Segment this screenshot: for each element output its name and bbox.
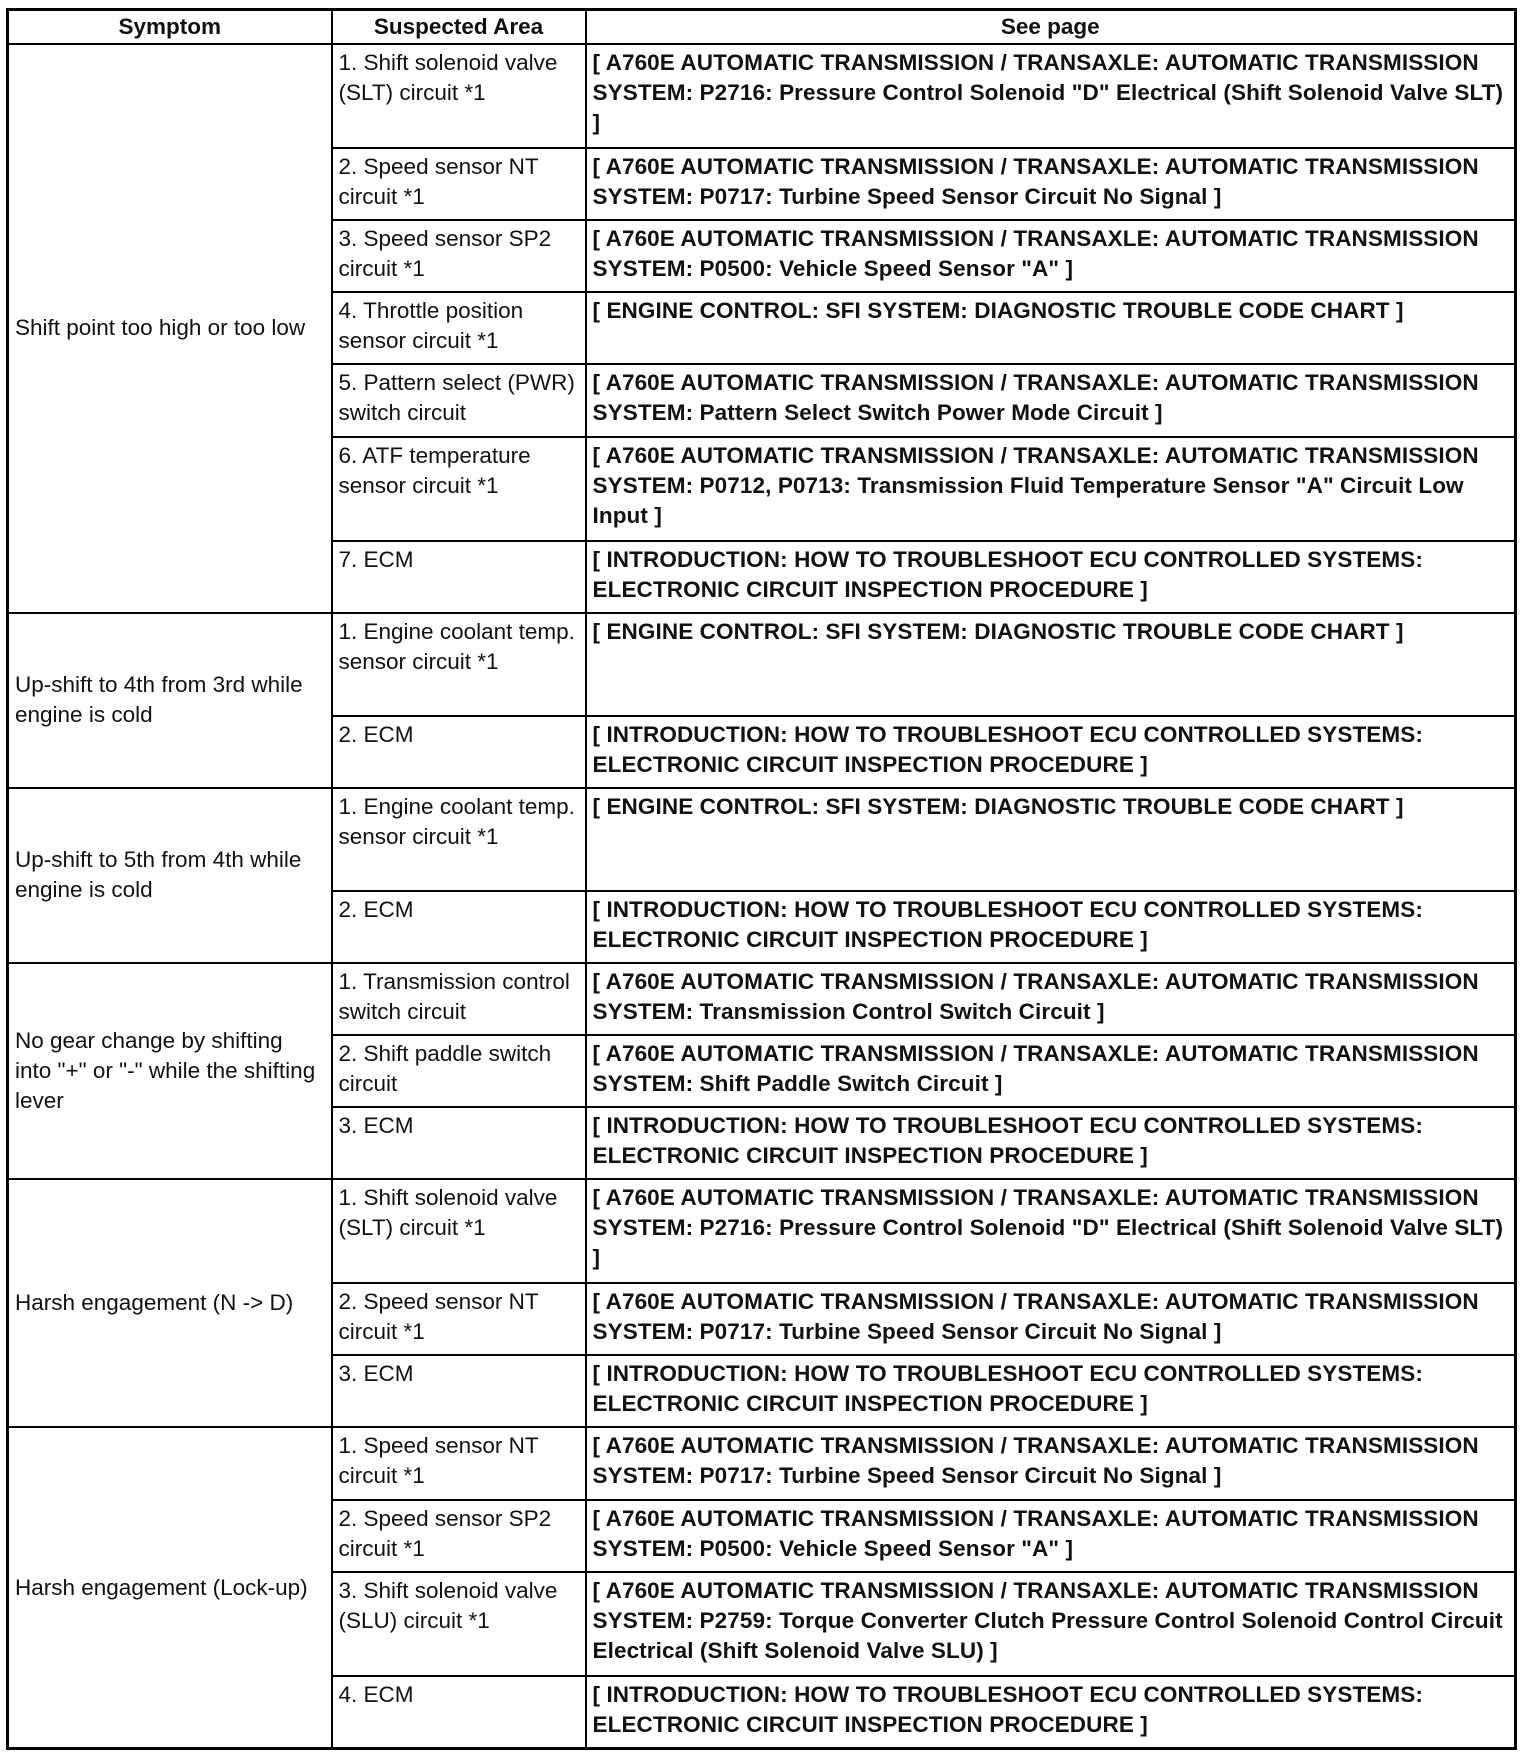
header-row xyxy=(8,10,1516,45)
table-row xyxy=(8,44,1516,148)
symptom-cell: No gear change by shifting into "+" or "-" while the shifting lever xyxy=(8,963,332,1179)
see-page-link[interactable]: [ INTRODUCTION: HOW TO TROUBLESHOOT ECU CONTROLLED SYSTEMS: ELECTRONIC CIRCUIT INSPECTION PROCEDURE ] xyxy=(586,1355,1516,1427)
suspected-area-cell: 2. Speed sensor NT circuit *1 xyxy=(332,148,586,220)
table-row xyxy=(8,788,1516,891)
suspected-area-cell: 3. ECM xyxy=(332,1355,586,1427)
see-page-link[interactable]: [ A760E AUTOMATIC TRANSMISSION / TRANSAXLE: AUTOMATIC TRANSMISSION SYSTEM: P0500: Vehicle Speed Sensor "A" ] xyxy=(586,1500,1516,1572)
table-row xyxy=(8,613,1516,716)
suspected-area-cell: 4. ECM xyxy=(332,1676,586,1749)
see-page-link[interactable]: [ INTRODUCTION: HOW TO TROUBLESHOOT ECU CONTROLLED SYSTEMS: ELECTRONIC CIRCUIT INSPECTION PROCEDURE ] xyxy=(586,541,1516,613)
see-page-link[interactable]: [ A760E AUTOMATIC TRANSMISSION / TRANSAXLE: AUTOMATIC TRANSMISSION SYSTEM: P0717: Turbine Speed Sensor Circuit No Signal ] xyxy=(586,148,1516,220)
suspected-area-cell: 2. Shift paddle switch circuit xyxy=(332,1035,586,1107)
see-page-link[interactable]: [ A760E AUTOMATIC TRANSMISSION / TRANSAXLE: AUTOMATIC TRANSMISSION SYSTEM: P2759: Torque Converter Clutch Pressure Control Solenoid Control Circuit Electrical (Shift Solenoid Valve SLU) ] xyxy=(586,1572,1516,1676)
symptom-cell: Up-shift to 4th from 3rd while engine is cold xyxy=(8,613,332,788)
symptom-cell: Harsh engagement (N -> D) xyxy=(8,1179,332,1427)
suspected-area-cell: 1. Engine coolant temp. sensor circuit *1 xyxy=(332,613,586,716)
see-page-link[interactable]: [ INTRODUCTION: HOW TO TROUBLESHOOT ECU CONTROLLED SYSTEMS: ELECTRONIC CIRCUIT INSPECTION PROCEDURE ] xyxy=(586,1107,1516,1179)
suspected-area-cell: 4. Throttle position sensor circuit *1 xyxy=(332,292,586,364)
suspected-area-cell: 6. ATF temperature sensor circuit *1 xyxy=(332,437,586,541)
suspected-area-cell: 2. Speed sensor SP2 circuit *1 xyxy=(332,1500,586,1572)
table-row xyxy=(8,1427,1516,1499)
table-row xyxy=(8,963,1516,1035)
see-page-link[interactable]: [ A760E AUTOMATIC TRANSMISSION / TRANSAXLE: AUTOMATIC TRANSMISSION SYSTEM: Transmission Control Switch Circuit ] xyxy=(586,963,1516,1035)
suspected-area-cell: 5. Pattern select (PWR) switch circuit xyxy=(332,364,586,436)
see-page-link[interactable]: [ A760E AUTOMATIC TRANSMISSION / TRANSAXLE: AUTOMATIC TRANSMISSION SYSTEM: P0717: Turbine Speed Sensor Circuit No Signal ] xyxy=(586,1283,1516,1355)
suspected-area-cell: 3. Shift solenoid valve (SLU) circuit *1 xyxy=(332,1572,586,1676)
see-page-link[interactable]: [ ENGINE CONTROL: SFI SYSTEM: DIAGNOSTIC TROUBLE CODE CHART ] xyxy=(586,788,1516,891)
suspected-area-cell: 1. Shift solenoid valve (SLT) circuit *1 xyxy=(332,44,586,148)
suspected-area-cell: 3. ECM xyxy=(332,1107,586,1179)
see-page-link[interactable]: [ A760E AUTOMATIC TRANSMISSION / TRANSAXLE: AUTOMATIC TRANSMISSION SYSTEM: P0712, P0713: Transmission Fluid Temperature Sensor "A" Circuit Low Input ] xyxy=(586,437,1516,541)
see-page-link[interactable]: [ A760E AUTOMATIC TRANSMISSION / TRANSAXLE: AUTOMATIC TRANSMISSION SYSTEM: P2716: Pressure Control Solenoid "D" Electrical (Shift Solenoid Valve SLT) ] xyxy=(586,44,1516,148)
symptom-table xyxy=(6,8,1517,1750)
suspected-area-cell: 2. ECM xyxy=(332,891,586,963)
suspected-area-cell: 3. Speed sensor SP2 circuit *1 xyxy=(332,220,586,292)
header-see-page: See page xyxy=(586,10,1516,45)
header-symptom: Symptom xyxy=(8,10,332,45)
see-page-link[interactable]: [ INTRODUCTION: HOW TO TROUBLESHOOT ECU CONTROLLED SYSTEMS: ELECTRONIC CIRCUIT INSPECTION PROCEDURE ] xyxy=(586,1676,1516,1749)
suspected-area-cell: 1. Speed sensor NT circuit *1 xyxy=(332,1427,586,1499)
see-page-link[interactable]: [ INTRODUCTION: HOW TO TROUBLESHOOT ECU CONTROLLED SYSTEMS: ELECTRONIC CIRCUIT INSPECTION PROCEDURE ] xyxy=(586,716,1516,788)
see-page-link[interactable]: [ ENGINE CONTROL: SFI SYSTEM: DIAGNOSTIC TROUBLE CODE CHART ] xyxy=(586,613,1516,716)
header-suspected-area: Suspected Area xyxy=(332,10,586,45)
suspected-area-cell: 7. ECM xyxy=(332,541,586,613)
table-row xyxy=(8,1179,1516,1283)
see-page-link[interactable]: [ A760E AUTOMATIC TRANSMISSION / TRANSAXLE: AUTOMATIC TRANSMISSION SYSTEM: Shift Paddle Switch Circuit ] xyxy=(586,1035,1516,1107)
symptom-cell: Harsh engagement (Lock-up) xyxy=(8,1427,332,1748)
symptom-cell: Shift point too high or too low xyxy=(8,44,332,613)
suspected-area-cell: 2. ECM xyxy=(332,716,586,788)
symptom-cell: Up-shift to 5th from 4th while engine is cold xyxy=(8,788,332,963)
see-page-link[interactable]: [ A760E AUTOMATIC TRANSMISSION / TRANSAXLE: AUTOMATIC TRANSMISSION SYSTEM: P0717: Turbine Speed Sensor Circuit No Signal ] xyxy=(586,1427,1516,1499)
suspected-area-cell: 1. Transmission control switch circuit xyxy=(332,963,586,1035)
see-page-link[interactable]: [ A760E AUTOMATIC TRANSMISSION / TRANSAXLE: AUTOMATIC TRANSMISSION SYSTEM: P2716: Pressure Control Solenoid "D" Electrical (Shift Solenoid Valve SLT) ] xyxy=(586,1179,1516,1283)
see-page-link[interactable]: [ A760E AUTOMATIC TRANSMISSION / TRANSAXLE: AUTOMATIC TRANSMISSION SYSTEM: P0500: Vehicle Speed Sensor "A" ] xyxy=(586,220,1516,292)
see-page-link[interactable]: [ A760E AUTOMATIC TRANSMISSION / TRANSAXLE: AUTOMATIC TRANSMISSION SYSTEM: Pattern Select Switch Power Mode Circuit ] xyxy=(586,364,1516,436)
see-page-link[interactable]: [ INTRODUCTION: HOW TO TROUBLESHOOT ECU CONTROLLED SYSTEMS: ELECTRONIC CIRCUIT INSPECTION PROCEDURE ] xyxy=(586,891,1516,963)
suspected-area-cell: 2. Speed sensor NT circuit *1 xyxy=(332,1283,586,1355)
suspected-area-cell: 1. Engine coolant temp. sensor circuit *1 xyxy=(332,788,586,891)
suspected-area-cell: 1. Shift solenoid valve (SLT) circuit *1 xyxy=(332,1179,586,1283)
see-page-link[interactable]: [ ENGINE CONTROL: SFI SYSTEM: DIAGNOSTIC TROUBLE CODE CHART ] xyxy=(586,292,1516,364)
